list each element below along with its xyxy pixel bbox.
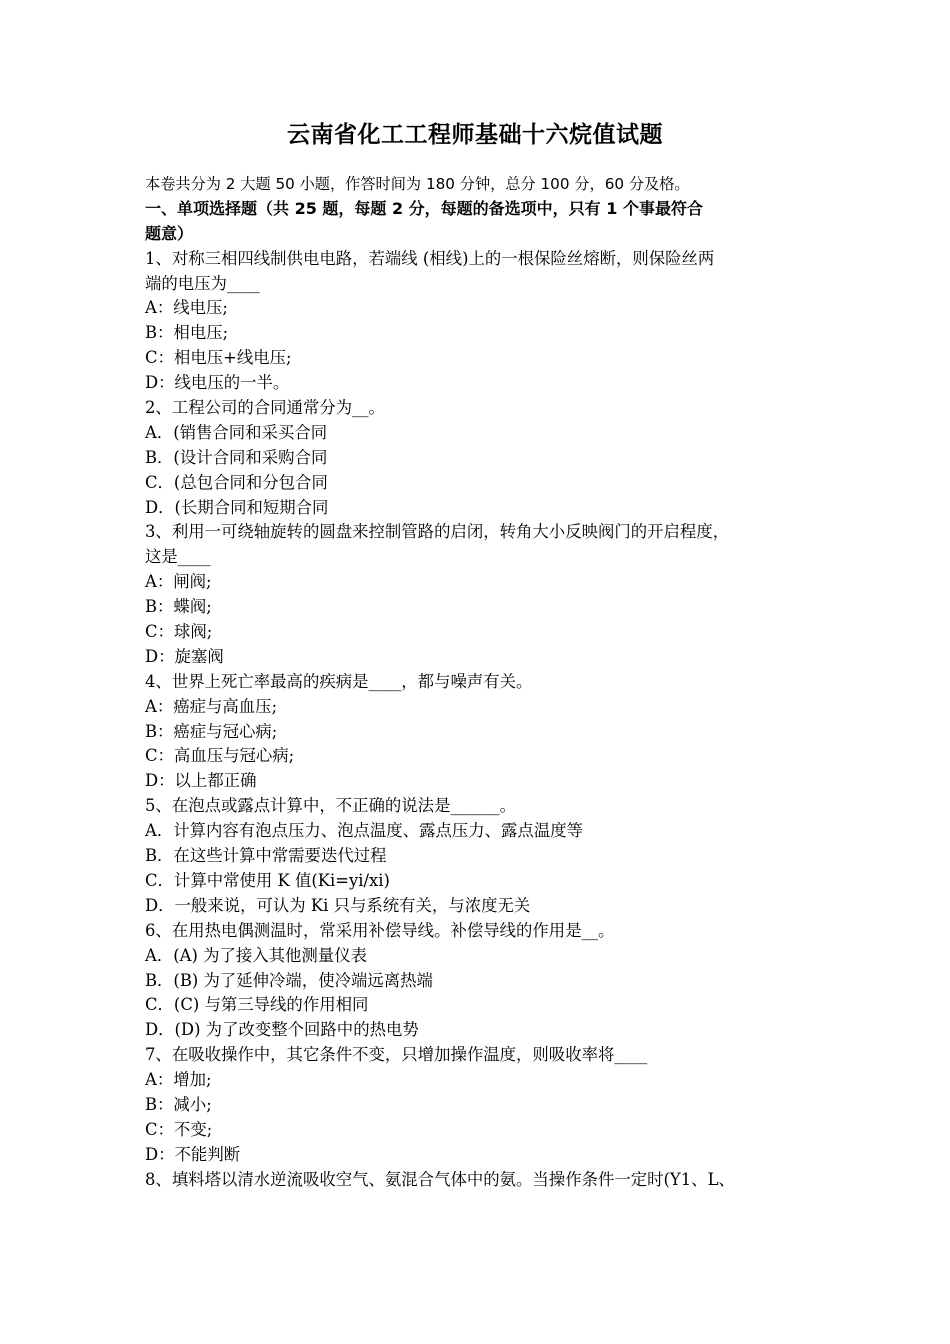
question-item: [145, 670, 810, 794]
answer-option: C：不变;: [145, 1119, 213, 1139]
section-heading: 一、单项选择题（共 25 题，每题 2 分，每题的备选项中，只有 1 个事最符合: [145, 198, 703, 218]
answer-option: A：癌症与高血压;: [145, 696, 278, 716]
answer-option: D．(长期合同和短期合同: [145, 497, 329, 517]
question-item: [145, 247, 810, 396]
question-item: [145, 1168, 810, 1193]
question-stem: 8、填料塔以清水逆流吸收空气、氨混合气体中的氨。当操作条件一定时(Y1、L、: [145, 1169, 735, 1189]
answer-option: D：旋塞阀: [145, 646, 224, 666]
answer-option: C：球阀;: [145, 622, 213, 642]
answer-option: A：线电压;: [145, 298, 228, 318]
answer-option: B：减小;: [145, 1094, 212, 1114]
question-stem-continued: 端的电压为____: [145, 273, 260, 293]
answer-option: D．(D) 为了改变整个回路中的热电势: [145, 1020, 419, 1040]
question-stem: 1、对称三相四线制供电电路，若端线 (相线)上的一根保险丝熔断，则保险丝两: [145, 248, 715, 268]
question-stem-continued: 这是____: [145, 547, 211, 567]
answer-option: D：线电压的一半。: [145, 373, 290, 393]
answer-option: B：相电压;: [145, 323, 229, 343]
question-item: [145, 1043, 810, 1167]
answer-option: A．(销售合同和采买合同: [145, 422, 328, 442]
question-stem: 7、在吸收操作中，其它条件不变，只增加操作温度，则吸收率将____: [145, 1045, 648, 1065]
question-item: [145, 794, 810, 918]
answer-option: B：癌症与冠心病;: [145, 721, 278, 741]
question-stem: 2、工程公司的合同通常分为__。: [145, 398, 385, 418]
document-title: 云南省化工工程师基础十六烷值试题: [287, 122, 663, 148]
answer-option: C．计算中常使用 K 值(Ki=yi/xi): [145, 870, 390, 890]
question-list: [145, 247, 810, 1193]
answer-option: C：高血压与冠心病;: [145, 746, 295, 766]
answer-option: A：增加;: [145, 1070, 212, 1090]
answer-option: A：闸阀;: [145, 572, 212, 592]
answer-option: C：相电压+线电压;: [145, 348, 292, 368]
question-stem: 6、在用热电偶测温时，常采用补偿导线。补偿导线的作用是__。: [145, 920, 615, 940]
answer-option: D：以上都正确: [145, 771, 257, 791]
answer-option: D．一般来说，可认为 Ki 只与系统有关，与浓度无关: [145, 895, 531, 915]
document-body: [145, 172, 810, 1193]
question-item: [145, 919, 810, 1043]
answer-option: B．在这些计算中常需要迭代过程: [145, 846, 387, 866]
question-stem: 4、世界上死亡率最高的疾病是____，都与噪声有关。: [145, 671, 533, 691]
answer-option: A．计算内容有泡点压力、泡点温度、露点压力、露点温度等: [145, 821, 583, 841]
section-heading-continued: 题意）: [145, 223, 194, 243]
exam-intro: 本卷共分为 2 大题 50 小题，作答时间为 180 分钟，总分 100 分，60 分及格。: [145, 175, 690, 193]
question-stem: 3、利用一可绕轴旋转的圆盘来控制管路的启闭，转角大小反映阀门的开启程度，: [145, 522, 730, 542]
question-item: [145, 520, 810, 669]
question-stem: 5、在泡点或露点计算中，不正确的说法是______。: [145, 796, 517, 816]
answer-option: B．(设计合同和采购合同: [145, 447, 328, 467]
answer-option: C．(总包合同和分包合同: [145, 472, 328, 492]
answer-option: A．(A) 为了接入其他测量仪表: [145, 945, 367, 965]
answer-option: B．(B) 为了延伸冷端，使冷端远离热端: [145, 970, 433, 990]
answer-option: C．(C) 与第三导线的作用相同: [145, 995, 369, 1015]
answer-option: B：蝶阀;: [145, 597, 212, 617]
answer-option: D：不能判断: [145, 1144, 241, 1164]
question-item: [145, 396, 810, 520]
